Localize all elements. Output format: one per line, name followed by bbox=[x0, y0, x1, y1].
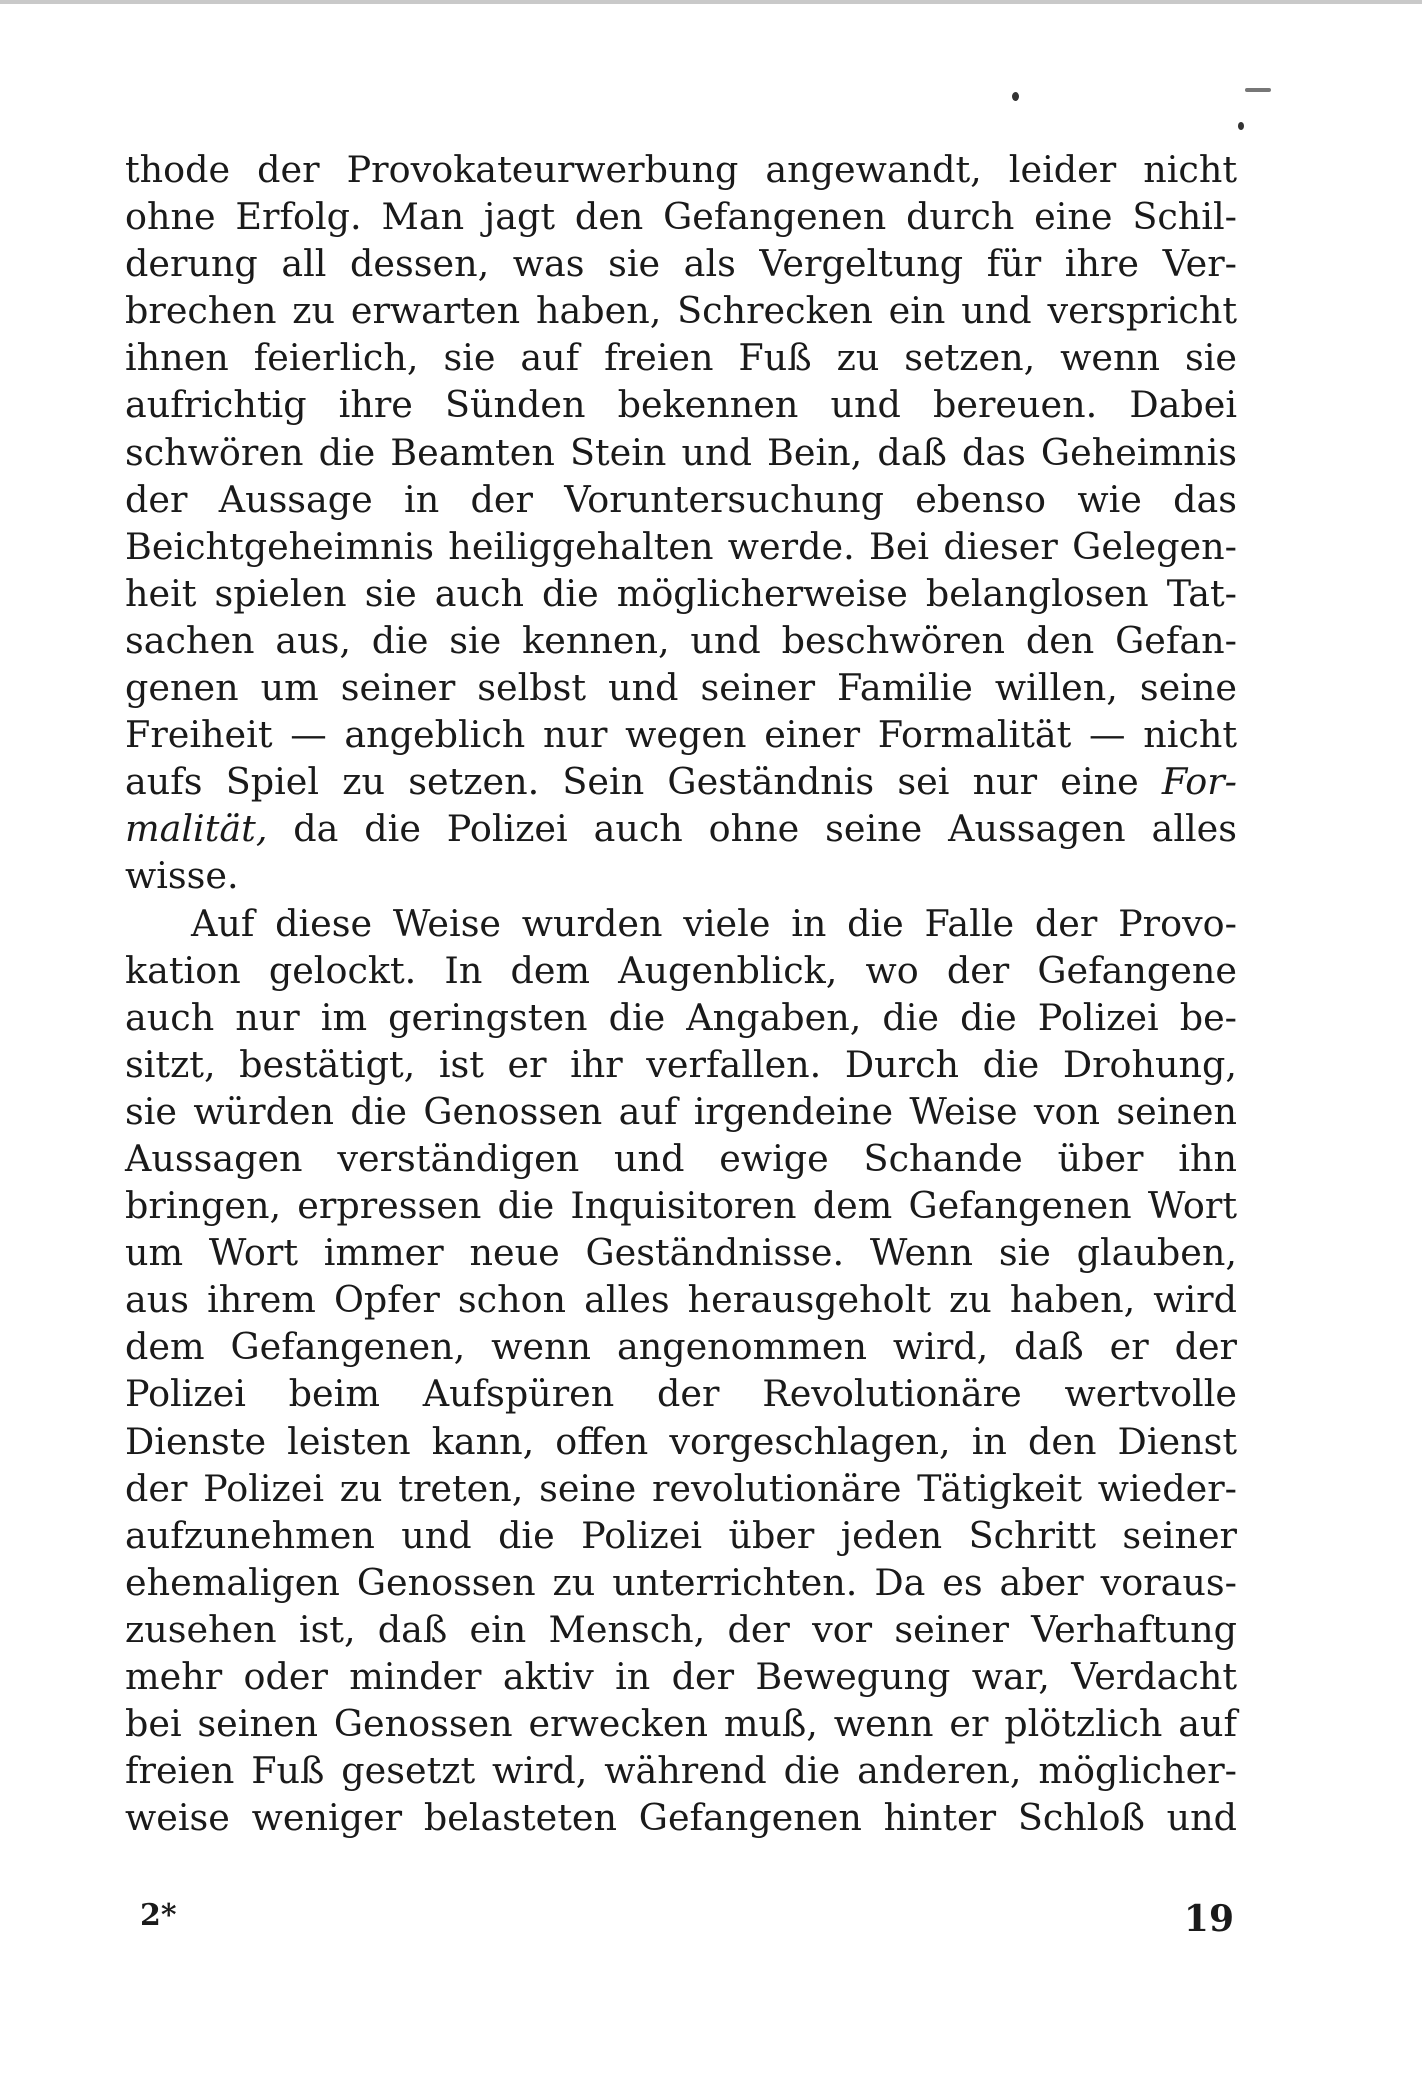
text-line bbox=[125, 1653, 1237, 1700]
text-line-content: der Polizei zu treten, seine revolutionäre Tätigkeit wieder- bbox=[125, 1466, 1237, 1510]
text-line-content: kation gelockt. In dem Augenblick, wo der Gefangene bbox=[125, 948, 1237, 992]
text-line bbox=[125, 1465, 1237, 1512]
text-line bbox=[125, 1323, 1237, 1370]
text-line-content: heit spielen sie auch die möglicherweise belanglosen Tat- bbox=[125, 571, 1237, 615]
text-line bbox=[125, 1088, 1237, 1135]
text-line bbox=[125, 381, 1237, 428]
text-line bbox=[125, 476, 1237, 523]
text-line-content: Auf diese Weise wurden viele in die Falle der Provo- bbox=[191, 901, 1237, 945]
text-line-content: zusehen ist, daß ein Mensch, der vor seiner Verhaftung bbox=[125, 1607, 1237, 1651]
text-line-content: bei seinen Genossen erwecken muß, wenn er plötzlich auf bbox=[125, 1702, 1237, 1746]
text-line bbox=[125, 334, 1237, 381]
scan-top-edge bbox=[0, 0, 1422, 4]
text-line-content: sie würden die Genossen auf irgendeine Weise von seinen bbox=[125, 1089, 1237, 1133]
text-line-content: da die Polizei auch ohne seine Aussagen alles bbox=[267, 807, 1237, 851]
text-line bbox=[125, 1135, 1237, 1182]
text-line bbox=[125, 1418, 1237, 1465]
text-line-content: sitzt, bestätigt, ist er ihr verfallen. Durch die Drohung, bbox=[125, 1042, 1237, 1086]
text-line bbox=[125, 1276, 1237, 1323]
emphasized-text: malität, bbox=[125, 807, 268, 851]
text-line bbox=[125, 523, 1237, 570]
text-line bbox=[125, 1700, 1237, 1747]
text-line-content: derung all dessen, was sie als Vergeltung für ihre Ver- bbox=[125, 242, 1237, 286]
text-line bbox=[125, 1229, 1237, 1276]
text-line-content: Dienste leisten kann, offen vorgeschlagen, in den Dienst bbox=[125, 1419, 1237, 1463]
text-line bbox=[125, 1794, 1237, 1841]
text-line bbox=[125, 900, 1237, 947]
text-line-content: der Aussage in der Voruntersuchung ebenso wie das bbox=[125, 477, 1237, 521]
scan-speck bbox=[1245, 88, 1271, 92]
text-line-content: Aussagen verständigen und ewige Schande über ihn bbox=[125, 1136, 1237, 1180]
text-line bbox=[125, 1370, 1237, 1417]
text-line-content: aufrichtig ihre Sünden bekennen und bereuen. Dabei bbox=[125, 383, 1237, 427]
text-line bbox=[125, 1041, 1237, 1088]
text-line-content: dem Gefangenen, wenn angenommen wird, daß er der bbox=[125, 1325, 1237, 1369]
text-line-content: schwören die Beamten Stein und Bein, daß das Geheimnis bbox=[125, 430, 1237, 474]
text-line-content: weise weniger belasteten Gefangenen hinter Schloß und bbox=[125, 1796, 1237, 1840]
text-line-content: mehr oder minder aktiv in der Bewegung war, Verdacht bbox=[125, 1655, 1237, 1698]
text-line-content: brechen zu erwarten haben, Schrecken ein und verspricht bbox=[125, 289, 1237, 333]
text-line bbox=[125, 287, 1237, 334]
scan-speck bbox=[1238, 122, 1244, 130]
page-footer bbox=[140, 1898, 1234, 1948]
text-line bbox=[125, 1182, 1237, 1229]
text-line-content: sachen aus, die sie kennen, und beschwören den Gefan- bbox=[125, 618, 1237, 662]
text-line bbox=[125, 240, 1237, 287]
text-line bbox=[125, 193, 1237, 240]
text-line-content: wisse. bbox=[125, 854, 239, 898]
text-line-content: aufzunehmen und die Polizei über jeden Schritt seiner bbox=[125, 1513, 1237, 1557]
scan-speck bbox=[1012, 92, 1019, 101]
text-line bbox=[125, 570, 1237, 617]
text-line bbox=[125, 805, 1237, 852]
text-line-content: um Wort immer neue Geständnisse. Wenn sie glauben, bbox=[125, 1231, 1237, 1275]
text-line bbox=[125, 1559, 1237, 1606]
text-line bbox=[125, 994, 1237, 1041]
text-line-content: Polizei beim Aufspüren der Revolutionäre wertvolle bbox=[125, 1372, 1237, 1416]
text-line-content: bringen, erpressen die Inquisitoren dem Gefangenen Wort bbox=[125, 1184, 1237, 1228]
text-line-content: Beichtgeheimnis heiliggehalten werde. Bei dieser Gelegen- bbox=[125, 524, 1237, 568]
printer-signature: 2* bbox=[140, 1898, 177, 1933]
text-line bbox=[125, 1606, 1237, 1653]
text-line-content: Freiheit — angeblich nur wegen einer Formalität — nicht bbox=[125, 713, 1237, 757]
text-line bbox=[125, 947, 1237, 994]
text-line bbox=[125, 711, 1237, 758]
text-line bbox=[125, 617, 1237, 664]
text-line-content: ihnen feierlich, sie auf freien Fuß zu setzen, wenn sie bbox=[125, 336, 1237, 380]
text-line bbox=[125, 852, 1237, 899]
page-text bbox=[125, 146, 1237, 1841]
text-line bbox=[125, 758, 1237, 805]
text-line-content: ohne Erfolg. Man jagt den Gefangenen durch eine Schil- bbox=[125, 195, 1237, 239]
text-line bbox=[125, 1512, 1237, 1559]
emphasized-text: For- bbox=[1161, 760, 1237, 804]
text-line bbox=[125, 664, 1237, 711]
text-line-content: aus ihrem Opfer schon alles herausgeholt zu haben, wird bbox=[125, 1278, 1237, 1322]
text-line-content: ehemaligen Genossen zu unterrichten. Da es aber voraus- bbox=[125, 1560, 1237, 1604]
page-number: 19 bbox=[1183, 1898, 1234, 1940]
text-line-content: auch nur im geringsten die Angaben, die die Polizei be- bbox=[125, 995, 1237, 1039]
text-line-content: aufs Spiel zu setzen. Sein Geständnis sei nur eine bbox=[125, 760, 1162, 804]
text-line bbox=[125, 146, 1237, 193]
text-line-content: freien Fuß gesetzt wird, während die anderen, möglicher- bbox=[125, 1749, 1237, 1793]
text-line-content: genen um seiner selbst und seiner Familie willen, seine bbox=[125, 666, 1237, 710]
text-line bbox=[125, 429, 1237, 476]
text-line bbox=[125, 1747, 1237, 1794]
text-line-content: thode der Provokateurwerbung angewandt, leider nicht bbox=[125, 148, 1237, 191]
